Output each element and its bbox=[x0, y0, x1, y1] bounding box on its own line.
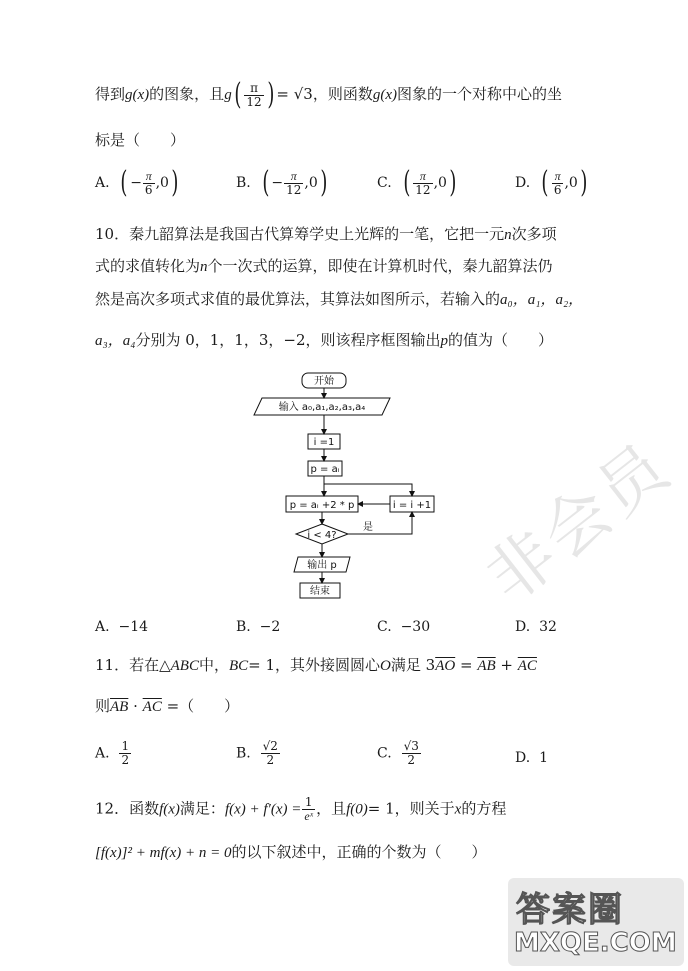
q11-option-b: B. $\frac{√2}{2}$ bbox=[236, 739, 278, 767]
q12-line2: [f(x)]² + mf(x) + n = 0的以下叙述中，正确的个数为（ ） bbox=[95, 843, 487, 861]
q10-line2: 式的求值转化为n个一次式的运算，即使在计算机时代，秦九韶算法仍 bbox=[95, 257, 553, 275]
q10-option-c: C. −30 bbox=[377, 619, 431, 635]
flowchart bbox=[250, 367, 450, 607]
q11-option-d: D. 1 bbox=[515, 750, 549, 766]
watermark-logo bbox=[508, 878, 684, 966]
flow-yes-arrow bbox=[348, 512, 412, 534]
q10-line1: 10．秦九韶算法是我国古代算筹学史上光辉的一笔，它把一元n次多项 bbox=[95, 225, 557, 243]
q10-line4: a₃，a₄分别为 0，1，1，3，−2，则该程序框图输出p的值为（ ） bbox=[95, 331, 554, 349]
flow-init-p-label: p = aᵢ bbox=[310, 464, 340, 475]
q11-option-c: C. $\frac{√3}{2}$ bbox=[377, 739, 419, 767]
q9-line1: 得到g(x)的图象，且g( $\frac{\pi}{12}$ ) = √3，则函数g(x)图象的一个对称中心的坐 bbox=[95, 77, 563, 112]
q12-line1: 12．函数f(x)满足：f(x) + f′(x) = $\frac{1}{\text{eˣ}}$ ，且f(0)= 1，则关于x的方程 bbox=[95, 795, 507, 823]
q9-option-b: B. ( − $\frac{\pi}{12}$ ,0) bbox=[236, 165, 328, 200]
flow-loop-arrow bbox=[324, 484, 412, 496]
q9-option-a: A. ( − $\frac{\pi}{6}$ ,0) bbox=[95, 165, 179, 200]
flow-yes-label: 是 bbox=[363, 522, 373, 533]
q9-option-c: C. ( $\frac{\pi}{12}$ ,0) bbox=[377, 165, 457, 200]
flow-start-label: 开始 bbox=[314, 376, 334, 387]
flow-update-i-label: i = i +1 bbox=[392, 500, 432, 511]
q9-option-d: D. ( $\frac{\pi}{6}$ ,0) bbox=[515, 165, 588, 200]
q10-line3: 然是高次多项式求值的最优算法，其算法如图所示，若输入的a₀，a₁，a₂， bbox=[95, 290, 584, 308]
flow-end-label: 结束 bbox=[310, 586, 330, 597]
flow-cond-label: i < 4? bbox=[307, 530, 337, 541]
paren-right: ) bbox=[267, 77, 275, 112]
flow-init-i-label: i =1 bbox=[313, 437, 335, 448]
flow-input-label: 输入 a₀,a₁,a₂,a₃,a₄ bbox=[278, 402, 366, 413]
q11-line1: 11．若在△ABC中，BC= 1，其外接圆圆心O满足 $3\overline{AO} = \overline{AB} + \overline{AC}$ bbox=[95, 656, 537, 674]
watermark-logo-bottom: MXQE.COM bbox=[514, 928, 677, 958]
q10-option-b: B. −2 bbox=[236, 619, 281, 635]
q11-line2: 则$\overline{AB} \cdot \overline{AC}$ =（ ） bbox=[95, 697, 240, 715]
flow-update-p-label: p = aᵢ +2 * p bbox=[289, 500, 355, 511]
q11-option-a: A. $\frac{1}{2}$ bbox=[95, 739, 130, 767]
q9-line2: 标是（ ） bbox=[95, 131, 186, 149]
flow-output-label: 输出 p bbox=[307, 560, 337, 571]
q10-option-a: A. −14 bbox=[95, 619, 149, 635]
paren-left: ( bbox=[234, 77, 242, 112]
watermark-diagonal: 非会员 bbox=[472, 427, 686, 618]
q9-fraction: $\frac{\pi}{12}$ bbox=[246, 80, 262, 109]
q10-option-d: D. 32 bbox=[515, 619, 557, 635]
watermark-logo-top: 答案圈 bbox=[516, 890, 624, 930]
